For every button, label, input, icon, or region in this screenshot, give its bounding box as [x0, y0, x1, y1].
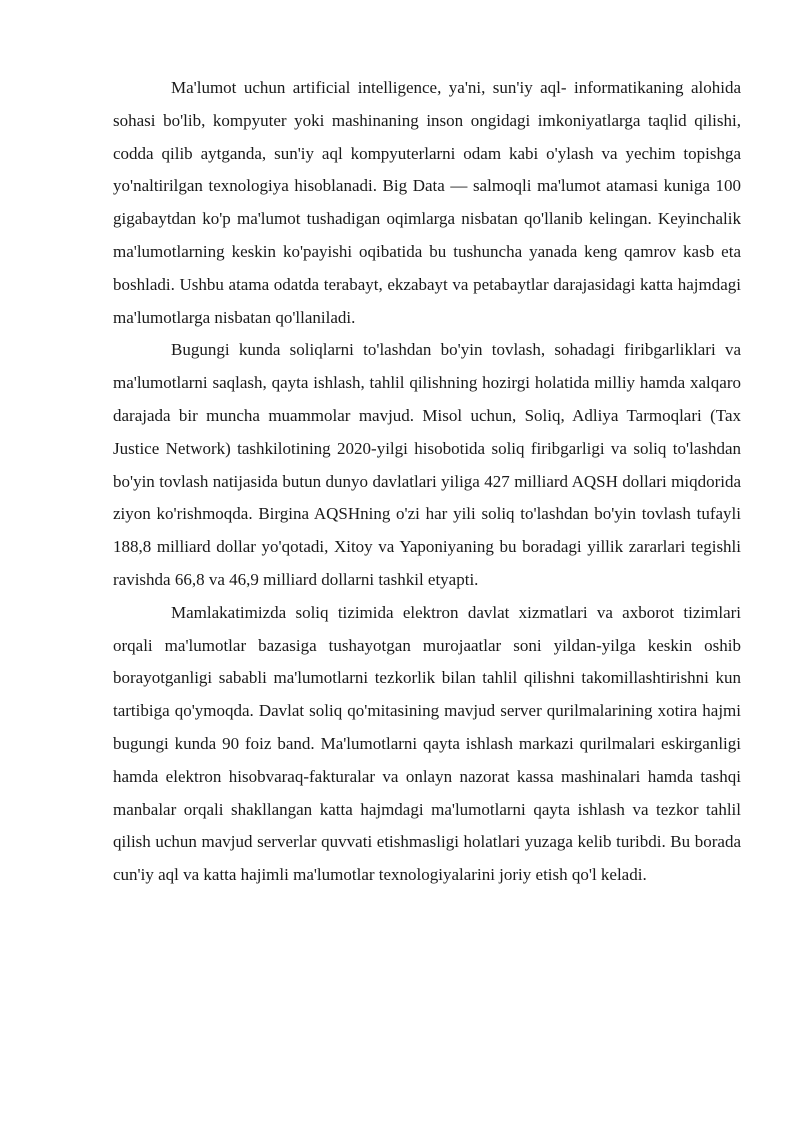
- paragraph-tax-evasion: Bugungi kunda soliqlarni to'lashdan bo'yin tovlash, sohadagi firibgarliklari va ma'lumotlarni saqlash, qayta ishlash, tahlil qilishning hozirgi holatida milliy hamda xalqaro darajada bir muncha muammolar mavjud. Misol uchun, Soliq, Adliya Tarmoqlari (Tax Justice Network) tashkilotining 2020-yilgi hisobotida soliq firibgarligi va soliq to'lashdan bo'yin tovlash natijasida butun dunyo davlatlari yiliga 427 milliard AQSH dollari miqdorida ziyon ko'rishmoqda. Birgina AQSHning o'zi har yili soliq to'lashdan bo'yin tovlash tufayli 188,8 milliard dollar yo'qotadi, Xitoy va Yaponiyaning bu boradagi yillik zararlari tegishli ravishda 66,8 va 46,9 milliard dollarni tashkil etyapti.: [113, 340, 741, 589]
- paragraph-national-tax-system: Mamlakatimizda soliq tizimida elektron davlat xizmatlari va axborot tizimlari orqali ma'lumotlar bazasiga tushayotgan murojaatlar soni yildan-yilga keskin oshib borayotganligi sababli ma'lumotlarni tezkorlik bilan tahlil qilishni takomillashtirishni kun tartibiga qo'ymoqda. Davlat soliq qo'mitasining mavjud server qurilmalarining xotira hajmi bugungi kunda 90 foiz band. Ma'lumotlarni qayta ishlash markazi qurilmalari eskirganligi hamda elektron hisobvaraq-fakturalar va onlayn nazorat kassa mashinalari hamda tashqi manbalar orqali shakllangan katta hajmdagi ma'lumotlarni qayta ishlash va tezkor tahlil qilish uchun mavjud serverlar quvvati etishmasligi holatlari yuzaga kelib turibdi. Bu borada cun'iy aql va katta hajimli ma'lumotlar texnologiyalarini joriy etish qo'l keladi.: [113, 602, 741, 885]
- document-page: [113, 72, 741, 892]
- paragraph-ai-big-data: Ma'lumot uchun artificial intelligence, ya'ni, sun'iy aql- informatikaning alohida sohasi bo'lib, kompyuter yoki mashinaning inson ongidagi imkoniyatlarga taqlid qilishi, codda qilib aytganda, sun'iy aql kompyuterlarni odam kabi o'ylash va yechim topishga yo'naltirilgan texnologiya hisoblanadi. Big Data — salmoqli ma'lumot atamasi kuniga 100 gigabaytdan ko'p ma'lumot tushadigan oqimlarga nisbatan qo'llanib kelingan. Keyinchalik ma'lumotlarning keskin ko'payishi oqibatida bu tushuncha yanada keng qamrov kasb eta boshladi. Ushbu atama odatda terabayt, ekzabayt va petabaytlar darajasidagi katta hajmdagi ma'lumotlarga nisbatan qo'llaniladi.: [113, 78, 741, 327]
